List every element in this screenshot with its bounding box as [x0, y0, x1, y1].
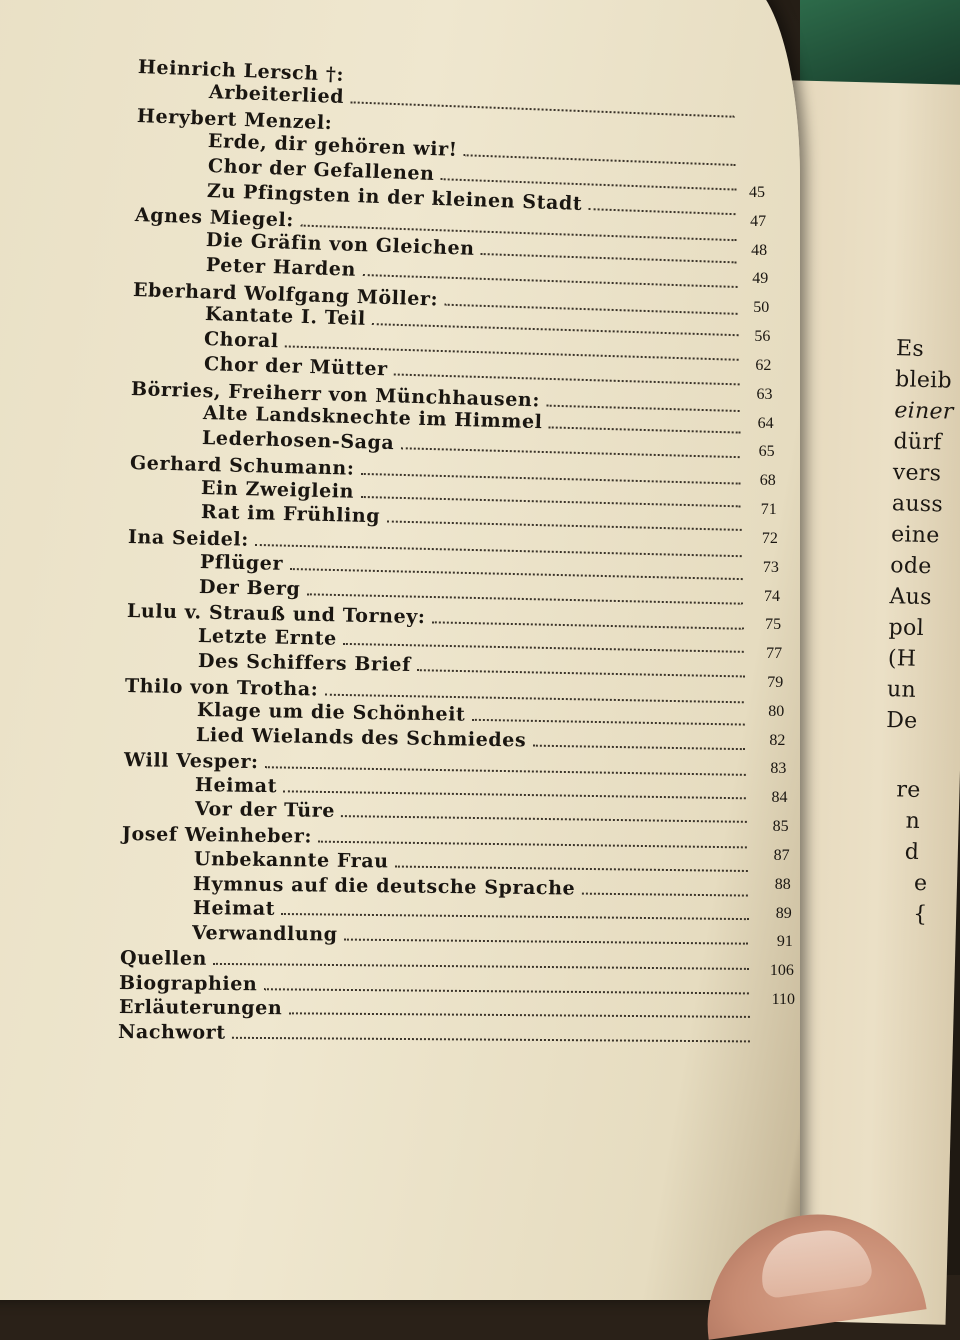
- toc-text: Kantate I. Teil: [204, 303, 366, 331]
- toc-text: Chor der Gefallenen: [207, 154, 435, 185]
- right-fragment: vers: [892, 460, 942, 487]
- page-number: 56: [754, 328, 771, 346]
- toc-text: Chor der Mütter: [203, 352, 388, 381]
- toc-text: Hymnus auf die deutsche Sprache: [192, 872, 576, 900]
- leader-dots: [289, 552, 743, 580]
- page-number: 91: [776, 933, 793, 951]
- page-number: 83: [770, 760, 787, 778]
- right-fragment: eine: [890, 522, 940, 549]
- toc-text: Agnes Miegel:: [134, 204, 295, 232]
- toc-text: Eberhard Wolfgang Möller:: [133, 278, 439, 311]
- toc-text: Börries, Freiherr von Münchhausen:: [131, 377, 541, 412]
- page-number: 88: [774, 875, 791, 893]
- leader-dots: [265, 750, 746, 776]
- right-fragment: dürf: [893, 429, 943, 456]
- right-fragment: (H: [887, 646, 917, 672]
- toc-entry: [199, 550, 283, 576]
- page-number: 106: [769, 962, 794, 980]
- toc-author: [119, 946, 206, 971]
- toc-author: [119, 971, 258, 996]
- page-number: 63: [756, 385, 773, 403]
- leader-dots: [481, 237, 737, 263]
- page-number: 84: [771, 789, 788, 807]
- toc-text: Choral: [204, 328, 280, 353]
- right-fragment: pol: [888, 615, 925, 642]
- toc-author: [118, 1020, 226, 1045]
- leader-dots: [417, 653, 744, 677]
- toc-text: Will Vesper:: [123, 748, 259, 773]
- toc-text: Quellen: [119, 946, 207, 970]
- page-number: 64: [757, 414, 774, 432]
- toc-entry: [199, 575, 301, 601]
- leader-dots: [549, 411, 741, 434]
- page-number: 89: [775, 904, 792, 922]
- toc-author: [122, 822, 312, 849]
- page-number: 74: [764, 587, 780, 605]
- leader-dots: [318, 825, 747, 849]
- leader-dots: [441, 162, 737, 190]
- right-fragment: ode: [889, 553, 932, 580]
- leader-dots: [465, 138, 737, 166]
- toc-text: Heimat: [192, 897, 275, 921]
- leader-dots: [341, 799, 747, 823]
- right-fragment: Es: [895, 336, 925, 362]
- toc-entry: [195, 773, 277, 798]
- page-number: 80: [768, 702, 785, 720]
- toc-text: Der Berg: [198, 575, 301, 600]
- page-number: 75: [765, 616, 782, 634]
- right-fragment: De: [885, 708, 918, 734]
- right-fragment: {: [912, 901, 928, 928]
- toc-text: Arbeiterlied: [209, 80, 346, 108]
- page-number: 47: [750, 212, 767, 230]
- leader-dots: [344, 923, 749, 945]
- page-number: 110: [771, 991, 795, 1008]
- page-number: 87: [773, 846, 790, 864]
- leader-dots: [547, 388, 740, 411]
- toc-entry: [198, 624, 337, 651]
- page-number: 65: [758, 443, 775, 461]
- toc-author: [128, 525, 249, 552]
- toc-text: Letzte Ernte: [197, 625, 338, 650]
- toc-entry: [194, 797, 334, 823]
- leader-dots: [283, 774, 746, 799]
- right-fragment: d: [904, 839, 920, 865]
- toc-text: Peter Harden: [205, 253, 357, 281]
- right-fragment: Aus: [889, 584, 933, 611]
- toc-text: Rat im Frühling: [200, 501, 381, 528]
- leader-dots: [432, 606, 744, 630]
- toc-entry: [200, 500, 380, 528]
- page-number: 49: [752, 270, 769, 288]
- toc-text: Alte Landsknechte im Himmel: [202, 402, 543, 434]
- toc-text: Die Gräfin von Gleichen: [206, 229, 476, 260]
- page-number: 62: [755, 356, 772, 374]
- leader-dots: [281, 897, 748, 920]
- right-fragment: bleib: [894, 367, 953, 394]
- leader-dots: [533, 729, 746, 751]
- toc-text: Zu Pfingsten in der kleinen Stadt: [207, 179, 583, 215]
- page-number: 45: [749, 184, 765, 201]
- page-number: 85: [772, 818, 789, 836]
- leader-dots: [232, 1021, 750, 1043]
- toc-text: Josef Weinheber:: [121, 823, 313, 848]
- toc-text: Klage um die Schönheit: [196, 699, 466, 727]
- leader-dots: [471, 703, 745, 726]
- toc-text: Lied Wielands des Schmiedes: [195, 724, 527, 752]
- leader-dots: [394, 849, 747, 871]
- toc-entry: [204, 327, 279, 353]
- toc-text: Pflüger: [199, 550, 284, 575]
- right-fragment: re: [896, 777, 921, 803]
- page-number: 68: [759, 472, 776, 490]
- leader-dots: [401, 431, 741, 458]
- toc-text: Ein Zweiglein: [201, 476, 355, 503]
- right-fragment: e: [913, 870, 928, 897]
- toc-author: [123, 748, 258, 774]
- toc-entry: [206, 253, 357, 282]
- leader-dots: [394, 357, 740, 385]
- toc-text: Thilo von Trotha:: [124, 674, 319, 701]
- leader-dots: [264, 972, 750, 994]
- toc-text: Nachwort: [117, 1021, 226, 1044]
- leader-dots: [351, 85, 735, 117]
- toc-entry: [209, 80, 345, 109]
- leader-dots: [325, 677, 745, 703]
- toc-entry: [193, 847, 388, 873]
- toc-text: Erläuterungen: [118, 996, 282, 1020]
- page-number: 77: [766, 645, 783, 663]
- toc-entry: [192, 921, 338, 946]
- leader-dots: [362, 258, 738, 288]
- toc-entry: [201, 476, 355, 504]
- toc-text: Vor der Türe: [194, 798, 335, 823]
- page-number: 82: [769, 731, 786, 749]
- toc-text: Verwandlung: [191, 922, 338, 946]
- page-number: 71: [760, 501, 777, 519]
- page-number: 72: [761, 529, 778, 547]
- leader-dots: [288, 997, 750, 1019]
- toc-text: Unbekannte Frau: [193, 847, 389, 873]
- toc-text: Heimat: [194, 773, 278, 797]
- toc-text: Gerhard Schumann:: [129, 451, 355, 480]
- toc-text: Biographien: [118, 971, 258, 995]
- right-fragment: un: [886, 677, 917, 703]
- toc-text: Heinrich Lersch †:: [137, 56, 345, 86]
- toc-entry: [197, 649, 410, 677]
- toc-text: Lulu v. Strauß und Torney:: [126, 600, 426, 629]
- page-number: 73: [762, 558, 779, 576]
- toc-author: [125, 674, 319, 702]
- toc-text: Herybert Menzel:: [136, 105, 333, 135]
- page-number: 50: [753, 299, 770, 317]
- page-number: 79: [767, 673, 784, 691]
- toc-entry: [192, 896, 274, 921]
- toc-text: Des Schiffers Brief: [197, 649, 411, 676]
- leader-dots: [361, 480, 742, 507]
- leader-dots: [307, 577, 743, 604]
- leader-dots: [361, 457, 742, 485]
- page-number: 48: [751, 241, 768, 259]
- leader-dots: [582, 876, 748, 896]
- toc-text: Ina Seidel:: [127, 526, 250, 551]
- right-fragment: einer: [894, 398, 954, 425]
- leader-dots: [343, 627, 744, 653]
- toc-author: [118, 995, 282, 1020]
- right-fragment: n: [905, 808, 921, 834]
- toc-text: Erde, dir gehören wir!: [208, 130, 459, 162]
- toc-entry: [203, 352, 387, 381]
- toc-entry: [196, 723, 527, 752]
- leader-dots: [386, 505, 742, 531]
- leader-dots: [213, 947, 749, 970]
- toc-text: Lederhosen-Saga: [202, 427, 395, 455]
- right-fragment: auss: [891, 491, 944, 518]
- toc-entry: [202, 426, 395, 455]
